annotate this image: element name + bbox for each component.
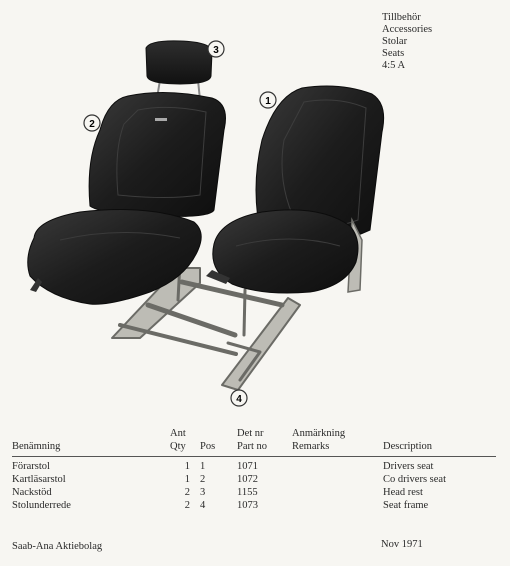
cell-description: Seat frame: [383, 500, 429, 511]
header-description: Description: [383, 441, 432, 452]
header-line-seats-sv: Stolar: [382, 36, 408, 47]
cell-part: 1155: [237, 487, 258, 498]
co-drivers-seat: [28, 41, 226, 304]
header-qty-en: Qty: [170, 441, 186, 452]
publication-date: Nov 1971: [381, 539, 423, 550]
callout-4-label: 4: [236, 394, 242, 405]
cell-name: Kartläsarstol: [12, 474, 66, 485]
header-remarks-en: Remarks: [292, 441, 330, 452]
cell-pos: 4: [200, 500, 206, 511]
publisher: Saab-Ana Aktiebolag: [12, 541, 103, 552]
callout-1: [260, 92, 276, 108]
head-rest: [146, 41, 212, 84]
header-part-en: Part no: [237, 441, 268, 452]
cell-pos: 1: [200, 461, 206, 472]
cell-name: Stolunderrede: [12, 500, 71, 511]
table-row: [12, 487, 496, 500]
header-name: Benämning: [12, 441, 61, 452]
header-line-seats-en: Seats: [382, 48, 405, 59]
cell-name: Förarstol: [12, 461, 50, 472]
callout-1-label: 1: [265, 96, 271, 107]
cell-pos: 2: [200, 474, 206, 485]
parts-table: [12, 428, 496, 511]
drivers-seat: [206, 86, 384, 293]
table-body: [12, 461, 496, 513]
cell-part: 1073: [237, 500, 258, 511]
cell-qty: 2: [184, 500, 190, 511]
callout-3: [208, 41, 224, 57]
cell-description: Drivers seat: [383, 461, 434, 472]
cell-description: Co drivers seat: [383, 474, 446, 485]
cell-qty: 1: [184, 474, 190, 485]
table-header: [12, 428, 496, 454]
cell-part: 1071: [237, 461, 258, 472]
header-rule: [12, 456, 496, 457]
cell-description: Head rest: [383, 487, 423, 498]
table-row: [12, 500, 496, 513]
header-remarks-sv: Anmärkning: [292, 428, 346, 439]
cell-name: Nackstöd: [12, 487, 52, 498]
header-pos: Pos: [200, 441, 216, 452]
callout-2-label: 2: [89, 119, 95, 130]
callout-2: [84, 115, 100, 131]
header-qty-sv: Ant: [170, 428, 186, 439]
header-line-accessories-en: Accessories: [382, 24, 433, 35]
cell-qty: 1: [184, 461, 190, 472]
table-row: [12, 461, 496, 474]
callout-4: [231, 390, 247, 406]
header-part-sv: Det nr: [237, 428, 264, 439]
callout-3-label: 3: [213, 45, 219, 56]
cell-pos: 3: [200, 487, 206, 498]
header-line-page-code: 4:5 A: [382, 60, 406, 71]
header-line-accessories-sv: Tillbehör: [382, 12, 421, 23]
table-row: [12, 474, 496, 487]
cell-qty: 2: [184, 487, 190, 498]
cell-part: 1072: [237, 474, 258, 485]
